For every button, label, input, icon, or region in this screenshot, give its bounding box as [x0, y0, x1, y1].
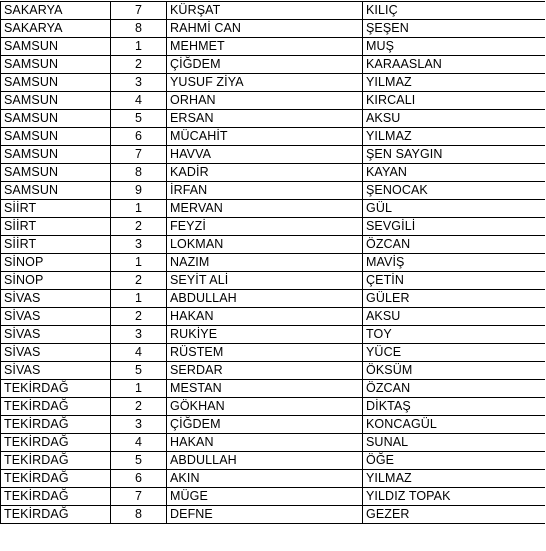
last-name-cell[interactable]: TOY	[363, 326, 546, 344]
table-row	[1, 290, 546, 308]
first-name-cell[interactable]: YUSUF ZİYA	[167, 74, 363, 92]
first-name-cell[interactable]: ÇİĞDEM	[167, 416, 363, 434]
last-name-cell[interactable]: YÜCE	[363, 344, 546, 362]
last-name-cell[interactable]: GEZER	[363, 506, 546, 524]
first-name-cell[interactable]: İRFAN	[167, 182, 363, 200]
table-row	[1, 488, 546, 506]
number-cell[interactable]: 6	[111, 470, 167, 488]
first-name-cell[interactable]: ABDULLAH	[167, 290, 363, 308]
table-row	[1, 344, 546, 362]
province-cell[interactable]: TEKİRDAĞ	[1, 488, 111, 506]
last-name-cell[interactable]: KILIÇ	[363, 2, 546, 20]
first-name-cell[interactable]: MEHMET	[167, 38, 363, 56]
province-cell[interactable]: TEKİRDAĞ	[1, 506, 111, 524]
first-name-cell[interactable]: HAVVA	[167, 146, 363, 164]
province-cell[interactable]: TEKİRDAĞ	[1, 452, 111, 470]
first-name-cell[interactable]: MERVAN	[167, 200, 363, 218]
number-cell[interactable]: 4	[111, 92, 167, 110]
number-cell[interactable]: 3	[111, 74, 167, 92]
province-cell[interactable]: SİNOP	[1, 272, 111, 290]
table-row	[1, 398, 546, 416]
number-cell[interactable]: 6	[111, 128, 167, 146]
last-name-cell[interactable]: ŞENOCAK	[363, 182, 546, 200]
province-cell[interactable]: SAMSUN	[1, 128, 111, 146]
first-name-cell[interactable]: RÜSTEM	[167, 344, 363, 362]
last-name-cell[interactable]: YILMAZ	[363, 470, 546, 488]
number-cell[interactable]: 2	[111, 56, 167, 74]
first-name-cell[interactable]: MÜGE	[167, 488, 363, 506]
spreadsheet-sheet	[0, 1, 545, 550]
table-body	[1, 2, 546, 524]
table-row	[1, 110, 546, 128]
number-cell[interactable]: 1	[111, 200, 167, 218]
table-row	[1, 128, 546, 146]
number-cell[interactable]: 5	[111, 362, 167, 380]
number-cell[interactable]: 1	[111, 38, 167, 56]
number-cell[interactable]: 2	[111, 308, 167, 326]
first-name-cell[interactable]: LOKMAN	[167, 236, 363, 254]
first-name-cell[interactable]: ÇİĞDEM	[167, 56, 363, 74]
number-cell[interactable]: 2	[111, 218, 167, 236]
table-row	[1, 200, 546, 218]
last-name-cell[interactable]: KAYAN	[363, 164, 546, 182]
province-cell[interactable]: SAKARYA	[1, 20, 111, 38]
first-name-cell[interactable]: ABDULLAH	[167, 452, 363, 470]
number-cell[interactable]: 9	[111, 182, 167, 200]
first-name-cell[interactable]: MESTAN	[167, 380, 363, 398]
last-name-cell[interactable]: ÖKSÜM	[363, 362, 546, 380]
last-name-cell[interactable]: GÜL	[363, 200, 546, 218]
number-cell[interactable]: 4	[111, 344, 167, 362]
province-cell[interactable]: TEKİRDAĞ	[1, 380, 111, 398]
province-cell[interactable]: SAMSUN	[1, 74, 111, 92]
first-name-cell[interactable]: HAKAN	[167, 434, 363, 452]
number-cell[interactable]: 8	[111, 164, 167, 182]
table-row	[1, 470, 546, 488]
table-row	[1, 416, 546, 434]
table-row	[1, 218, 546, 236]
province-cell[interactable]: SİVAS	[1, 326, 111, 344]
province-cell[interactable]: SAMSUN	[1, 146, 111, 164]
first-name-cell[interactable]: KÜRŞAT	[167, 2, 363, 20]
first-name-cell[interactable]: SEYİT ALİ	[167, 272, 363, 290]
province-cell[interactable]: TEKİRDAĞ	[1, 434, 111, 452]
province-cell[interactable]: SAMSUN	[1, 56, 111, 74]
first-name-cell[interactable]: KADİR	[167, 164, 363, 182]
province-cell[interactable]: SAKARYA	[1, 2, 111, 20]
table-row	[1, 506, 546, 524]
first-name-cell[interactable]: AKIN	[167, 470, 363, 488]
last-name-cell[interactable]: ÖZCAN	[363, 380, 546, 398]
number-cell[interactable]: 8	[111, 20, 167, 38]
province-cell[interactable]: SAMSUN	[1, 38, 111, 56]
last-name-cell[interactable]: ÇETİN	[363, 272, 546, 290]
province-cell[interactable]: SİNOP	[1, 254, 111, 272]
first-name-cell[interactable]: ERSAN	[167, 110, 363, 128]
last-name-cell[interactable]: KIRCALI	[363, 92, 546, 110]
last-name-cell[interactable]: MAVİŞ	[363, 254, 546, 272]
last-name-cell[interactable]: MUŞ	[363, 38, 546, 56]
table-row	[1, 272, 546, 290]
table-row	[1, 182, 546, 200]
province-cell[interactable]: SİİRT	[1, 200, 111, 218]
first-name-cell[interactable]: GÖKHAN	[167, 398, 363, 416]
table-row	[1, 56, 546, 74]
province-cell[interactable]: SİVAS	[1, 362, 111, 380]
province-cell[interactable]: SİVAS	[1, 290, 111, 308]
number-cell[interactable]: 3	[111, 416, 167, 434]
number-cell[interactable]: 1	[111, 254, 167, 272]
province-cell[interactable]: SAMSUN	[1, 182, 111, 200]
table-row	[1, 20, 546, 38]
number-cell[interactable]: 5	[111, 452, 167, 470]
table-row	[1, 362, 546, 380]
province-cell[interactable]: TEKİRDAĞ	[1, 416, 111, 434]
table-row	[1, 92, 546, 110]
last-name-cell[interactable]: AKSU	[363, 308, 546, 326]
first-name-cell[interactable]: RAHMİ CAN	[167, 20, 363, 38]
last-name-cell[interactable]: SUNAL	[363, 434, 546, 452]
number-cell[interactable]: 7	[111, 146, 167, 164]
table-row	[1, 2, 546, 20]
candidate-table	[0, 1, 545, 524]
table-row	[1, 308, 546, 326]
table-row	[1, 434, 546, 452]
last-name-cell[interactable]: YILMAZ	[363, 128, 546, 146]
number-cell[interactable]: 7	[111, 488, 167, 506]
last-name-cell[interactable]: YILDIZ TOPAK	[363, 488, 546, 506]
number-cell[interactable]: 1	[111, 380, 167, 398]
province-cell[interactable]: SİİRT	[1, 236, 111, 254]
last-name-cell[interactable]: ÖZCAN	[363, 236, 546, 254]
province-cell[interactable]: SİVAS	[1, 308, 111, 326]
province-cell[interactable]: SAMSUN	[1, 92, 111, 110]
first-name-cell[interactable]: FEYZİ	[167, 218, 363, 236]
table-row	[1, 254, 546, 272]
province-cell[interactable]: SAMSUN	[1, 110, 111, 128]
last-name-cell[interactable]: KARAASLAN	[363, 56, 546, 74]
table-row	[1, 326, 546, 344]
province-cell[interactable]: SİİRT	[1, 218, 111, 236]
first-name-cell[interactable]: SERDAR	[167, 362, 363, 380]
number-cell[interactable]: 7	[111, 2, 167, 20]
last-name-cell[interactable]: AKSU	[363, 110, 546, 128]
number-cell[interactable]: 1	[111, 290, 167, 308]
province-cell[interactable]: SAMSUN	[1, 164, 111, 182]
number-cell[interactable]: 4	[111, 434, 167, 452]
first-name-cell[interactable]: HAKAN	[167, 308, 363, 326]
last-name-cell[interactable]: ŞEŞEN	[363, 20, 546, 38]
last-name-cell[interactable]: YILMAZ	[363, 74, 546, 92]
table-row	[1, 164, 546, 182]
last-name-cell[interactable]: SEVGİLİ	[363, 218, 546, 236]
table-row	[1, 38, 546, 56]
number-cell[interactable]: 8	[111, 506, 167, 524]
last-name-cell[interactable]: ÖĞE	[363, 452, 546, 470]
last-name-cell[interactable]: ŞEN SAYGIN	[363, 146, 546, 164]
number-cell[interactable]: 3	[111, 326, 167, 344]
number-cell[interactable]: 2	[111, 398, 167, 416]
first-name-cell[interactable]: MÜCAHİT	[167, 128, 363, 146]
table-row	[1, 380, 546, 398]
first-name-cell[interactable]: DEFNE	[167, 506, 363, 524]
first-name-cell[interactable]: ORHAN	[167, 92, 363, 110]
table-row	[1, 74, 546, 92]
number-cell[interactable]: 2	[111, 272, 167, 290]
province-cell[interactable]: TEKİRDAĞ	[1, 398, 111, 416]
first-name-cell[interactable]: RUKİYE	[167, 326, 363, 344]
table-row	[1, 452, 546, 470]
table-row	[1, 236, 546, 254]
province-cell[interactable]: TEKİRDAĞ	[1, 470, 111, 488]
last-name-cell[interactable]: GÜLER	[363, 290, 546, 308]
number-cell[interactable]: 3	[111, 236, 167, 254]
number-cell[interactable]: 5	[111, 110, 167, 128]
last-name-cell[interactable]: DİKTAŞ	[363, 398, 546, 416]
province-cell[interactable]: SİVAS	[1, 344, 111, 362]
first-name-cell[interactable]: NAZIM	[167, 254, 363, 272]
last-name-cell[interactable]: KONCAGÜL	[363, 416, 546, 434]
table-row	[1, 146, 546, 164]
